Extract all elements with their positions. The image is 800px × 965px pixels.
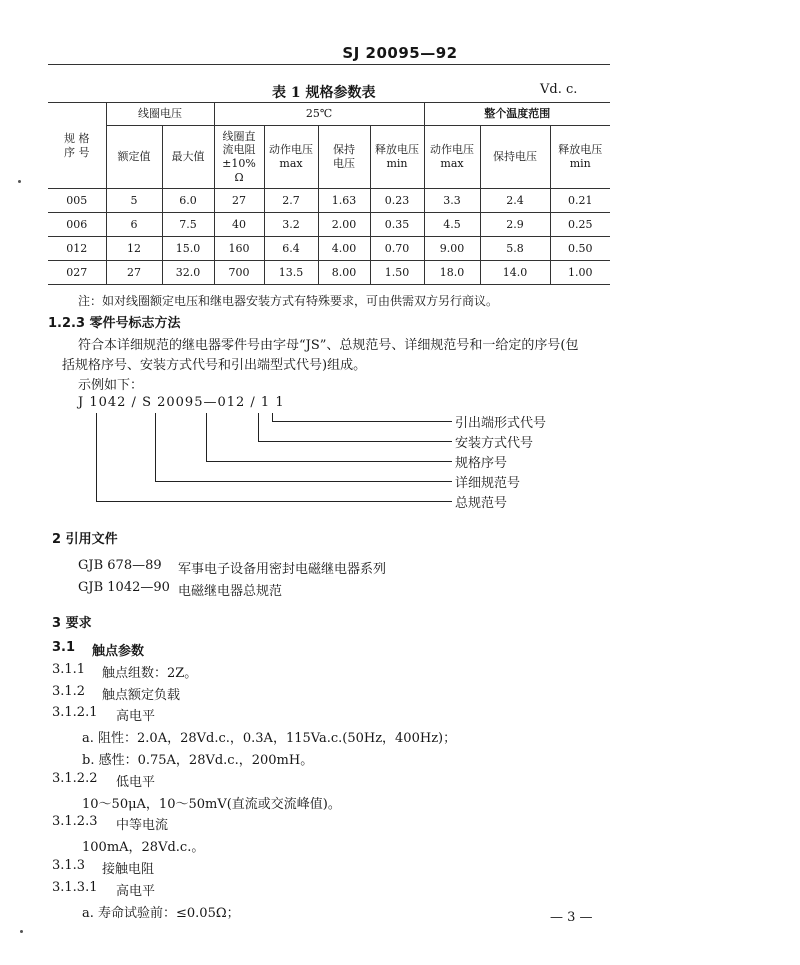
section-2-heading: 2 引用文件 [52, 532, 118, 547]
connector-line [206, 461, 452, 462]
table-cell: 27 [106, 261, 162, 285]
table-row [48, 213, 610, 237]
table-cell: 2.4 [480, 189, 550, 213]
table-cell: 0.35 [370, 213, 424, 237]
connector-line [155, 481, 452, 482]
table-cell: 0.21 [550, 189, 610, 213]
table-cell: 027 [48, 261, 106, 285]
connector-line [258, 413, 259, 441]
section-1-2-3-para-2: 括规格序号、安装方式代号和引出端型式代号)组成。 [62, 358, 367, 373]
table-cell: 4.5 [424, 213, 480, 237]
label-general-spec-no: 总规范号 [455, 496, 508, 511]
table-cell: 15.0 [162, 237, 214, 261]
table-cell: 2.00 [318, 213, 370, 237]
label-terminal-type-code: 引出端形式代号 [455, 416, 547, 431]
reference-code: GJB 678—89 [78, 558, 162, 573]
table-row [48, 189, 610, 213]
page-number: — 3 — [550, 910, 593, 925]
header-rule [48, 64, 610, 65]
connector-line [96, 501, 452, 502]
clause-number: 3.1.2 [52, 684, 86, 699]
clause-number: 3.1.2.2 [52, 771, 98, 786]
table-cell: 27 [214, 189, 264, 213]
label-spec-no: 规格序号 [455, 456, 508, 471]
clause-text: a. 寿命试验前：≤0.05Ω； [82, 906, 240, 921]
connector-line [258, 441, 452, 442]
connector-line [96, 413, 97, 501]
table-cell: 0.50 [550, 237, 610, 261]
table-cell: 1.63 [318, 189, 370, 213]
table-cell: 5.8 [480, 237, 550, 261]
table-cell: 8.00 [318, 261, 370, 285]
header-hold-ft: 保持电压 [480, 126, 550, 189]
table-cell: 4.00 [318, 237, 370, 261]
clause-text: 高电平 [116, 709, 156, 724]
section-1-2-3-para-1: 符合本详细规范的继电器零件号由字母“JS”、总规范号、详细规范号和一给定的序号(包 [78, 338, 579, 353]
clause-text: 高电平 [116, 884, 156, 899]
clause-number: 3.1.3 [52, 858, 86, 873]
table-cell: 0.23 [370, 189, 424, 213]
header-full-temp: 整个温度范围 [424, 103, 610, 126]
clause-text: 低电平 [116, 775, 156, 790]
example-label: 示例如下： [78, 378, 144, 393]
clause-number: 3.1.2.3 [52, 814, 98, 829]
clause-text: 中等电流 [116, 818, 169, 833]
header-pickup-ft: 动作电压 max [424, 126, 480, 189]
clause-number: 3.1.3.1 [52, 880, 98, 895]
table-cell: 0.70 [370, 237, 424, 261]
connector-line [272, 413, 273, 421]
label-mounting-code: 安装方式代号 [455, 436, 534, 451]
table-row [48, 261, 610, 285]
table-cell: 0.25 [550, 213, 610, 237]
table-row [48, 237, 610, 261]
table-cell: 6.0 [162, 189, 214, 213]
clause-text: b. 感性：0.75A，28Vd.c.，200mH。 [82, 753, 314, 768]
standard-number-header: SJ 20095—92 [342, 44, 458, 62]
reference-title: 军事电子设备用密封电磁继电器系列 [178, 562, 387, 577]
spec-parameter-table [48, 102, 610, 285]
table-cell: 7.5 [162, 213, 214, 237]
reference-title: 电磁继电器总规范 [178, 584, 283, 599]
connector-line [206, 413, 207, 461]
table-cell: 13.5 [264, 261, 318, 285]
table-cell: 32.0 [162, 261, 214, 285]
table-cell: 2.7 [264, 189, 318, 213]
table-cell: 700 [214, 261, 264, 285]
header-coil-voltage: 线圈电压 [106, 103, 214, 126]
clause-text: a. 阻性：2.0A，28Vd.c.，0.3A，115Va.c.(50Hz，400Hz)； [82, 731, 457, 746]
clause-text: 100mA，28Vd.c.。 [82, 840, 205, 855]
header-spec-no: 规 格 序 号 [48, 103, 106, 189]
table-cell: 006 [48, 213, 106, 237]
table-unit: Vd. c. [540, 82, 578, 97]
table-cell: 1.50 [370, 261, 424, 285]
table-cell: 12 [106, 237, 162, 261]
table-cell: 3.3 [424, 189, 480, 213]
header-release-ft: 释放电压 min [550, 126, 610, 189]
header-pickup-25: 动作电压 max [264, 126, 318, 189]
table-cell: 6 [106, 213, 162, 237]
table-cell: 160 [214, 237, 264, 261]
header-hold-25: 保持 电压 [318, 126, 370, 189]
scan-speck [20, 930, 23, 933]
header-release-25: 释放电压 min [370, 126, 424, 189]
clause-text: 触点参数 [92, 644, 145, 659]
clause-number: 3.1.2.1 [52, 705, 98, 720]
clause-text: 触点额定负载 [102, 688, 181, 703]
table-cell: 1.00 [550, 261, 610, 285]
section-1-2-3-heading: 1.2.3 零件号标志方法 [48, 316, 181, 331]
table-note: 注：如对线圈额定电压和继电器安装方式有特殊要求，可由供需双方另行商议。 [78, 294, 499, 308]
table-caption: 表 1 规格参数表 [272, 85, 376, 101]
table-cell: 14.0 [480, 261, 550, 285]
table-cell: 6.4 [264, 237, 318, 261]
clause-text: 触点组数：2Z。 [102, 666, 198, 681]
table-cell: 3.2 [264, 213, 318, 237]
table-cell: 005 [48, 189, 106, 213]
part-number-example: J 1042 / S 20095—012 / 1 1 [78, 395, 285, 410]
table-cell: 2.9 [480, 213, 550, 237]
connector-line [155, 413, 156, 481]
header-rated: 额定值 [106, 126, 162, 189]
scan-speck [18, 180, 21, 183]
header-max: 最大值 [162, 126, 214, 189]
table-cell: 9.00 [424, 237, 480, 261]
header-25c: 25℃ [214, 103, 424, 126]
clause-number: 3.1 [52, 640, 76, 655]
connector-line [272, 421, 452, 422]
clause-number: 3.1.1 [52, 662, 86, 677]
clause-text: 10～50μA，10～50mV(直流或交流峰值)。 [82, 797, 341, 812]
header-coil-resistance: 线圈直 流电阻 ±10% Ω [214, 126, 264, 189]
label-detail-spec-no: 详细规范号 [455, 476, 521, 491]
table-cell: 5 [106, 189, 162, 213]
reference-code: GJB 1042—90 [78, 580, 170, 595]
table-cell: 40 [214, 213, 264, 237]
table-cell: 18.0 [424, 261, 480, 285]
table-cell: 012 [48, 237, 106, 261]
clause-text: 接触电阻 [102, 862, 155, 877]
section-3-heading: 3 要求 [52, 616, 92, 631]
